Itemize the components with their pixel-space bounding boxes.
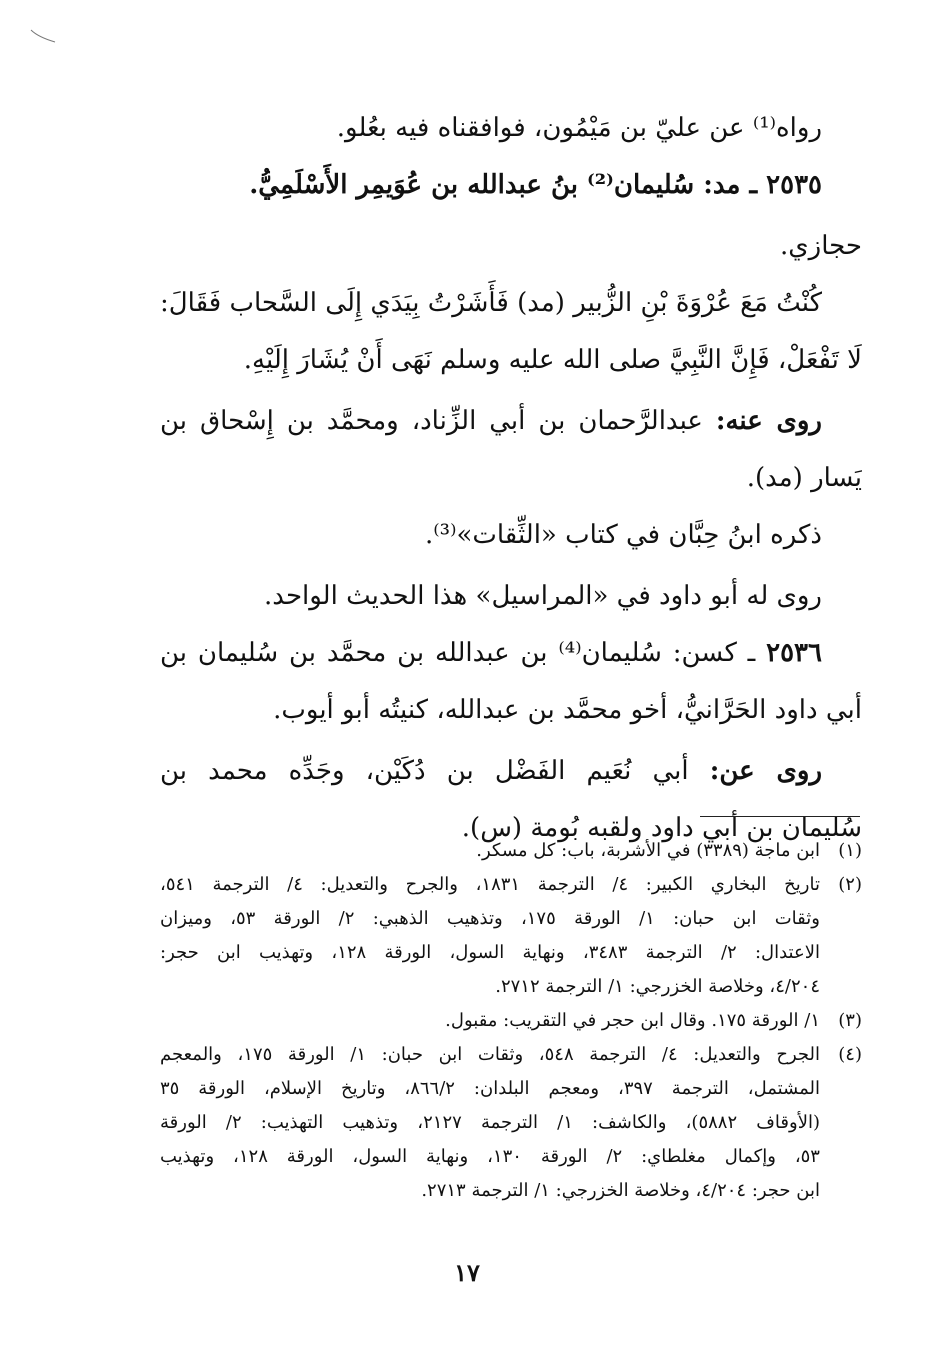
footnote-line: المشتمل، الترجمة ٣٩٧، ومعجم البلدان: ٨٦٦/٢، وتاريخ الإسلام، الورقة ٣٥ <box>160 1078 820 1099</box>
footnote <box>160 1004 862 1038</box>
footnote-number: (١) <box>838 840 862 861</box>
narrators-from-line: روى عنه: عبدالرَّحمان بن أبي الزِّناد، ومحمَّد بن إِسْحاق بن <box>160 406 822 436</box>
footnote-line: تاريخ البخاري الكبير: ٤/ الترجمة ١٨٣١، والجرح والتعديل: ٤/ الترجمة ٥٤١، <box>160 874 820 895</box>
text-line: أبي داود الحَرَّانيُّ، أخو محمَّد بن عبدالله، كنيتُه أبو أيوب. <box>273 695 862 725</box>
scan-mark <box>30 28 56 44</box>
footnote-number: (٤) <box>838 1044 862 1065</box>
footnotes <box>160 834 862 1208</box>
footnote-divider <box>700 816 860 817</box>
footnote-number: (٢) <box>838 874 862 895</box>
footnote-line: ابن حجر: ٤/٢٠٤، وخلاصة الخزرجي: ١/ الترجمة ٢٧١٣. <box>421 1180 820 1201</box>
footnote-line: (الأوقاف ٥٨٨٢)، والكاشف: ١/ الترجمة ٢١٢٧، وتذهيب التهذيب: ٢/ الورقة <box>160 1112 820 1133</box>
footnote-number: (٣) <box>838 1010 862 1031</box>
footnote-line: ١/ الورقة ١٧٥. وقال ابن حجر في التقريب: مقبول. <box>445 1010 820 1031</box>
main-text <box>160 100 862 857</box>
footnote-line: الاعتدال: ٢/ الترجمة ٣٤٨٣، ونهاية السول، الورقة ١٢٨، وتهذيب ابن حجر: <box>160 942 820 963</box>
bold-lead-word: ٢٥٣٦ <box>766 638 822 668</box>
entry-2536-heading: ٢٥٣٦ ـ كسن: سُليمان⁽⁴⁾ بن عبدالله بن محمَّد بن سُليمان بن <box>160 638 822 668</box>
footnote-line: وثقات ابن حبان: ١/ الورقة ١٧٥، وتذهيب الذهبي: ٢/ الورقة ٥٣، وميزان <box>160 908 820 929</box>
bold-lead-word: روى عنه: <box>715 406 822 436</box>
footnote <box>160 868 862 1004</box>
footnote-line: الجرح والتعديل: ٤/ الترجمة ٥٤٨، وثقات ابن حبان: ١/ الورقة ١٧٥، والمعجم <box>160 1044 820 1065</box>
hadith-text-line: كُنْتُ مَعَ عُرْوَةَ بْنِ الزُّبير (مد) فَأَشَرْتُ بِيَدَي إِلَى السَّحاب فَقَالَ: <box>160 288 822 318</box>
text-line: رواه⁽¹⁾ عن عليّ بن مَيْمُون، فوافقناه فيه بعُلو. <box>336 113 822 143</box>
text-line: روى له أبو داود في «المراسيل» هذا الحديث الواحد. <box>264 581 822 611</box>
footnote-line: ابن ماجة (٣٣٨٩) في الأشربة، باب: كل مسكر. <box>476 840 820 861</box>
footnote-line: ٥٣، وإكمال مغلطاي: ٢/ الورقة ١٣٠، ونهاية السول، الورقة ١٢٨، وتهذيب <box>160 1146 820 1167</box>
footnote-line: ٤/٢٠٤، وخلاصة الخزرجي: ١/ الترجمة ٢٧١٢. <box>495 976 820 997</box>
footnote <box>160 834 862 868</box>
hadith-text-line: لَا تَفْعَلْ، فَإِنَّ النَّبِيَّ صلى الله عليه وسلم نَهَى أَنْ يُشَارَ إِلَيْهِ. <box>243 345 862 375</box>
footnote <box>160 1038 862 1208</box>
bold-lead-word: روى عن: <box>709 756 823 786</box>
text-line: يَسار (مد). <box>746 463 862 493</box>
text-line: ذكره ابنُ حِبَّان في كتاب «الثِّقات»⁽³⁾. <box>425 520 822 550</box>
page-number: ١٧ <box>454 1258 480 1287</box>
text-line: حجازي. <box>780 231 862 261</box>
narrated-from-line: روى عن: أبي نُعَيم الفَضْل بن دُكَيْن، وجَدِّه محمد بن <box>160 756 823 786</box>
text-line: سُليمان بن أبي داود ولقبه بُومة (س). <box>461 813 862 843</box>
entry-2535-heading: ٢٥٣٥ ـ مد: سُليمان⁽²⁾ بنُ عبدالله بن عُوَيمِر الأَسْلَمِيُّ. <box>249 170 822 200</box>
